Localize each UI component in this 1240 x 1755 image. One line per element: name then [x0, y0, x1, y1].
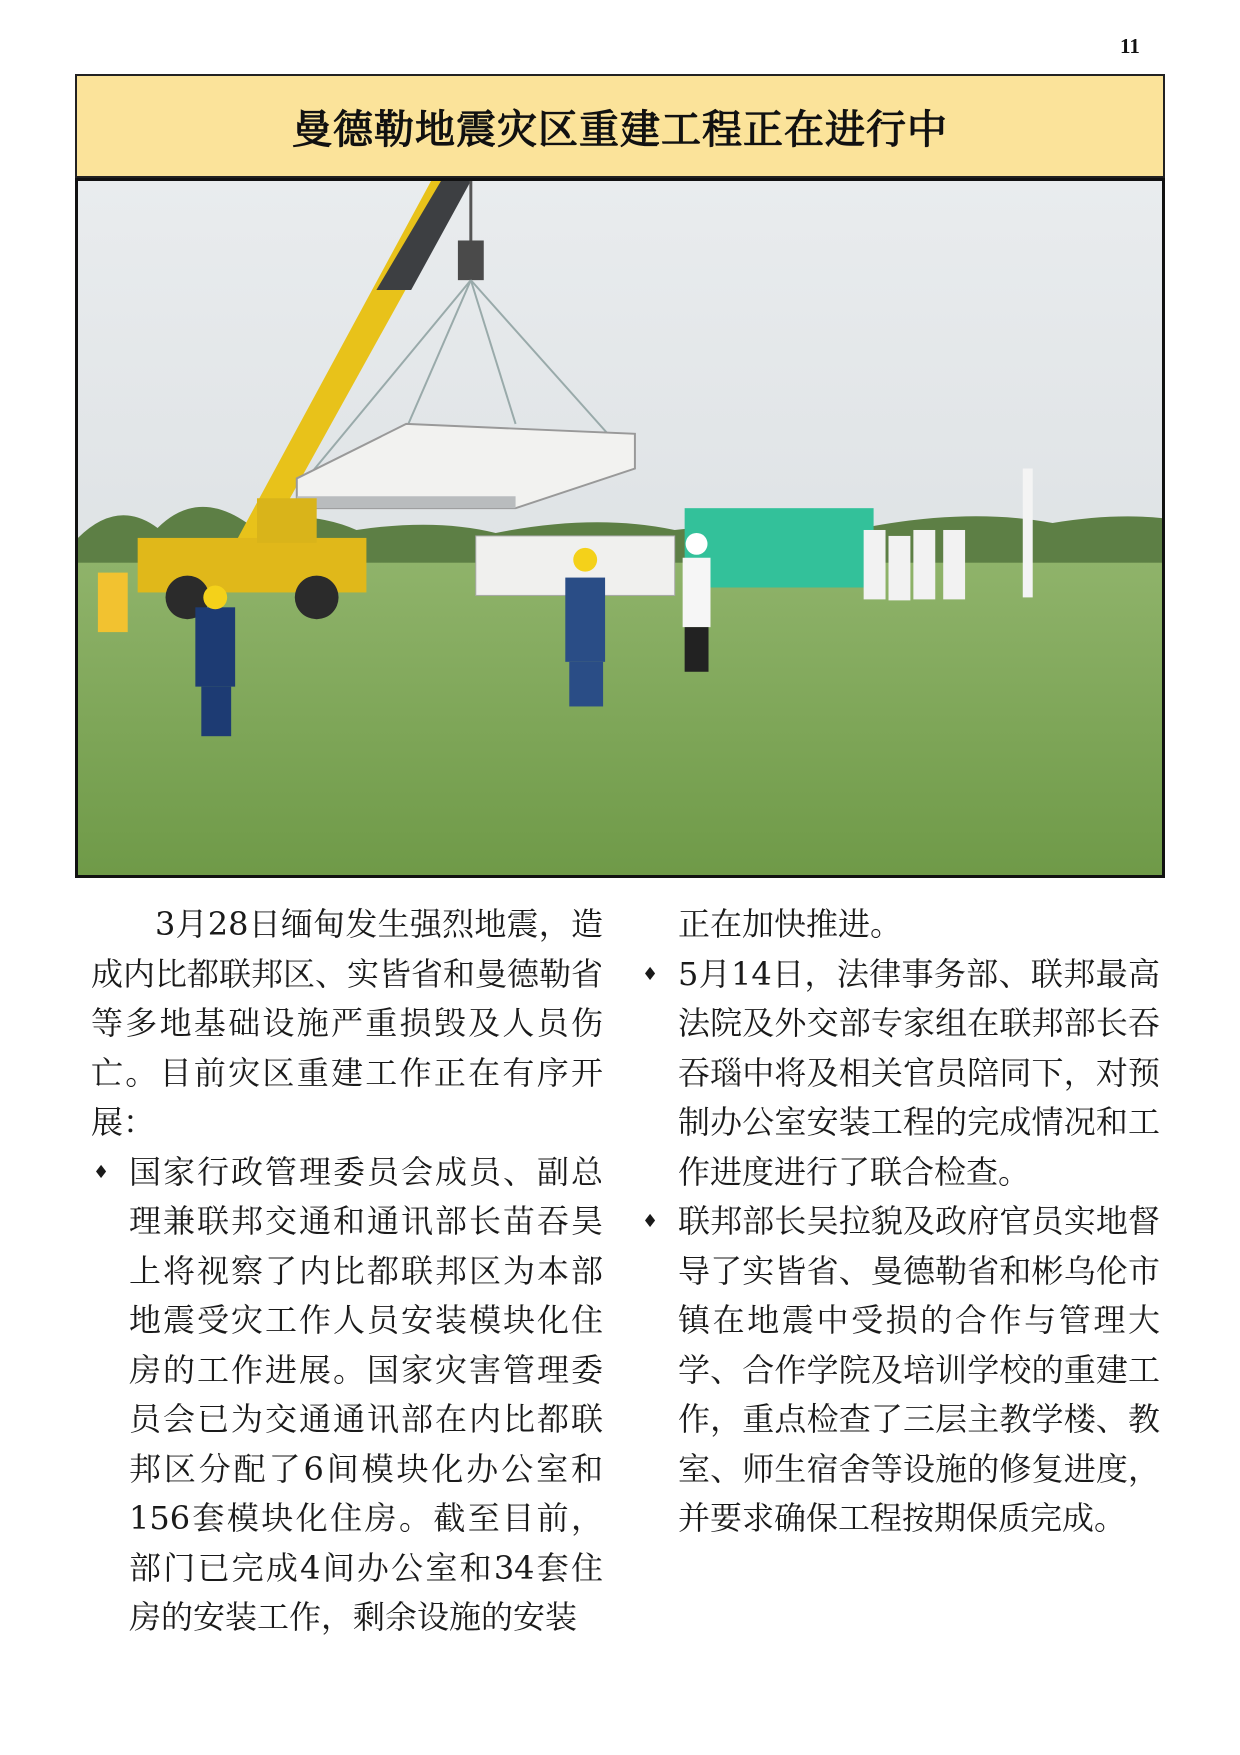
crane-hook-block [458, 240, 484, 280]
article-title-banner [75, 74, 1165, 178]
left-text-column [91, 900, 603, 1643]
right-text-column [640, 900, 1160, 1544]
grass-field [78, 563, 1162, 875]
green-tarp-structure [685, 508, 874, 587]
bullet-item-1 [91, 1148, 603, 1643]
bullet-1-continuation: 正在加快推进。 [678, 905, 903, 943]
bullet-item-3 [640, 1197, 1160, 1544]
bullet-text-1: 国家行政管理委员会成员、副总理兼联邦交通和通讯部长苗吞昊上将视察了内比都联邦区为本部地震受灾工作人员安装模块化住房的工作进展。国家灾害管理委员会已为交通通讯部在内比都联邦区分配了6间模块化办公室和156套模块化住房。截至目前，部门已完成4间办公室和34套住房的安装工作，剩余设施的安装 [129, 1152, 603, 1636]
truck-wheel [295, 576, 339, 620]
bullet-diamond-icon: ♦ [93, 1161, 110, 1183]
module-base [297, 496, 516, 508]
bullet-item-2 [640, 950, 1160, 1198]
crane-lifting-prefab-module-photo [78, 181, 1162, 875]
bullet-text-3: 联邦部长吴拉貌及政府官员实地督导了实皆省、曼德勒省和彬乌伦市镇在地震中受损的合作与管理大学、合作学院及培训学校的重建工作，重点检查了三层主教学楼、教室、师生宿舍等设施的修复进度，并要求确保工程按期保质完成。 [678, 1202, 1160, 1537]
bullet-diamond-icon: ♦ [642, 1211, 659, 1232]
intro-paragraph: 3月28日缅甸发生强烈地震，造成内比都联邦区、实皆省和曼德勒省等多地基础设施严重损毁及人员伤亡。目前灾区重建工作正在有序开展： [91, 905, 604, 1141]
white-frame [1023, 469, 1033, 598]
page-number: 11 [1120, 34, 1140, 58]
bullet-diamond-icon: ♦ [642, 963, 659, 985]
article-photo [75, 178, 1165, 878]
article-title: 曼德勒地震灾区重建工程正在进行中 [292, 106, 948, 153]
bullet-text-2: 5月14日，法律事务部、联邦最高法院及外交部专家组在联邦部长吞吞瑙中将及相关官员陪同下，对预制办公室安装工程的完成情况和工作进度进行了联合检查。 [678, 954, 1160, 1191]
crane-cab [257, 498, 317, 543]
